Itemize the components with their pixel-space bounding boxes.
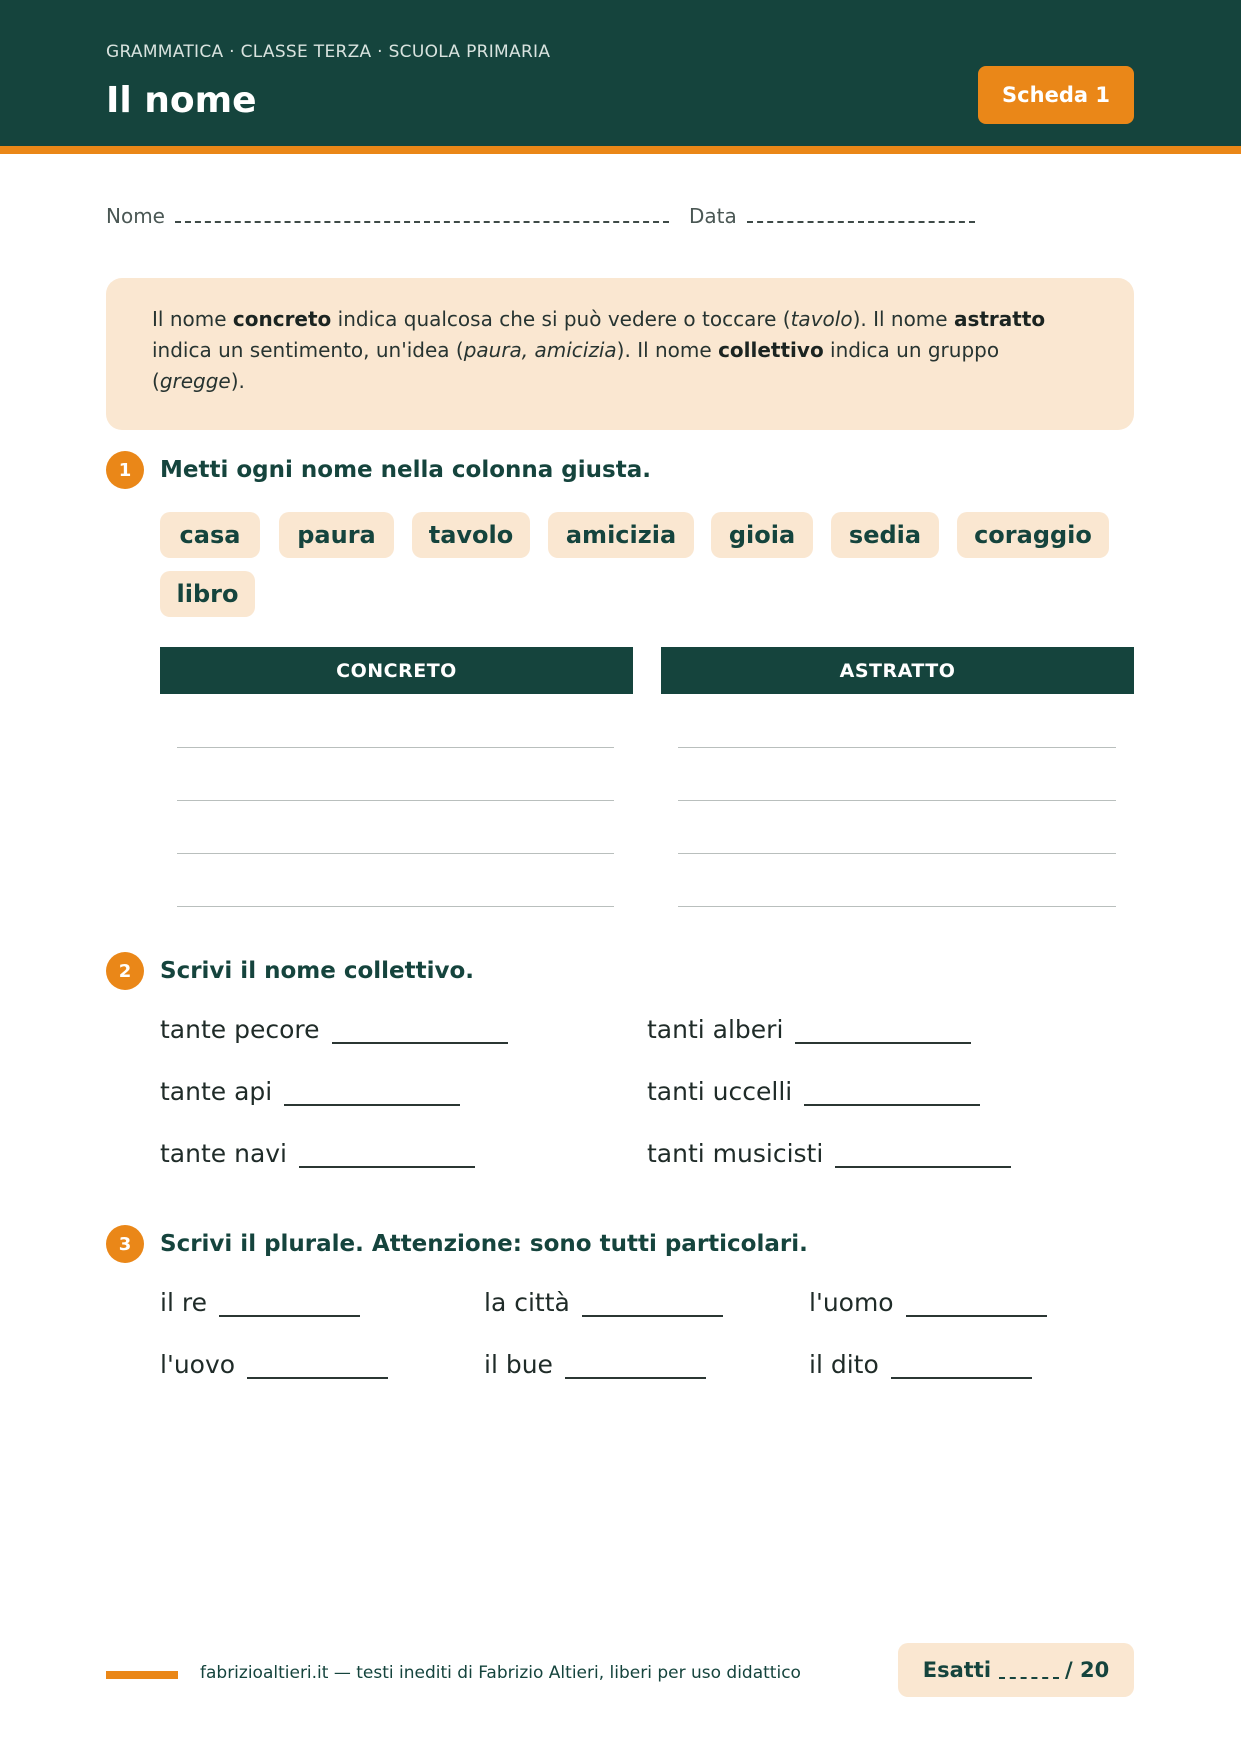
exercise-1-heading — [106, 451, 651, 489]
word-chip[interactable]: coraggio — [957, 512, 1109, 558]
answer-blank[interactable] — [906, 1291, 1047, 1317]
exercise-3-heading — [106, 1225, 808, 1263]
collective-item — [160, 1139, 475, 1168]
item-label: tanti uccelli — [647, 1077, 793, 1106]
answer-blank[interactable] — [582, 1291, 723, 1317]
answer-blank[interactable] — [565, 1353, 706, 1379]
writing-line[interactable] — [678, 853, 1116, 854]
collective-item — [647, 1077, 980, 1106]
info-text: indica un sentimento, un'idea ( — [152, 338, 464, 362]
name-blank[interactable] — [175, 203, 669, 223]
answer-blank[interactable] — [247, 1353, 388, 1379]
exercise-prompt: Scrivi il nome collettivo. — [160, 958, 475, 984]
word-chip[interactable]: libro — [160, 571, 255, 617]
item-label: tante navi — [160, 1139, 288, 1168]
info-text: ). Il nome — [852, 307, 954, 331]
collective-item — [160, 1015, 508, 1044]
date-blank[interactable] — [747, 203, 975, 223]
score-label: Esatti — [922, 1658, 992, 1682]
plural-item — [484, 1288, 723, 1317]
word-chip[interactable]: amicizia — [548, 512, 694, 558]
info-bold-concreto: concreto — [232, 307, 332, 331]
item-label: tante pecore — [160, 1015, 320, 1044]
writing-line[interactable] — [177, 853, 614, 854]
column-header-astratto: ASTRATTO — [661, 647, 1134, 694]
info-text: indica qualcosa che si può vedere o toccare ( — [331, 307, 791, 331]
collective-item — [160, 1077, 460, 1106]
word-chip[interactable]: paura — [279, 512, 394, 558]
answer-blank[interactable] — [804, 1080, 980, 1106]
header-kicker: GRAMMATICA · CLASSE TERZA · SCUOLA PRIMARIA — [106, 42, 551, 62]
exercise-number-badge: 1 — [106, 451, 144, 489]
item-label: tanti musicisti — [647, 1139, 824, 1168]
answer-blank[interactable] — [332, 1018, 508, 1044]
name-label: Nome — [106, 204, 165, 228]
exercise-prompt: Scrivi il plurale. Attenzione: sono tutti particolari. — [160, 1231, 808, 1257]
answer-blank[interactable] — [891, 1353, 1032, 1379]
plural-item — [809, 1350, 1032, 1379]
column-header-concreto: CONCRETO — [160, 647, 633, 694]
writing-line[interactable] — [177, 800, 614, 801]
item-label: l'uovo — [160, 1350, 236, 1379]
info-example-tavolo: tavolo — [790, 307, 853, 331]
answer-blank[interactable] — [299, 1142, 475, 1168]
collective-item — [647, 1139, 1011, 1168]
answer-blank[interactable] — [795, 1018, 971, 1044]
score-total: / 20 — [1065, 1658, 1110, 1682]
info-bold-astratto: astratto — [953, 307, 1046, 331]
item-label: il dito — [809, 1350, 879, 1379]
word-chip[interactable]: gioia — [711, 512, 813, 558]
item-label: il bue — [484, 1350, 553, 1379]
info-example-gregge: gregge — [159, 369, 231, 393]
collective-item — [647, 1015, 971, 1044]
name-field[interactable] — [106, 203, 669, 228]
info-text: ). — [230, 369, 245, 393]
date-label: Data — [689, 204, 737, 228]
plural-item — [160, 1288, 360, 1317]
plural-item — [484, 1350, 706, 1379]
item-label: tanti alberi — [647, 1015, 784, 1044]
info-text: ). Il nome — [616, 338, 719, 362]
item-label: l'uomo — [809, 1288, 894, 1317]
exercise-number-badge: 2 — [106, 952, 144, 990]
item-label: il re — [160, 1288, 207, 1317]
info-bold-collettivo: collettivo — [718, 338, 824, 362]
footer-accent-bar — [106, 1671, 178, 1679]
sheet-badge: Scheda 1 — [978, 66, 1134, 124]
item-label: la città — [484, 1288, 570, 1317]
score-box — [898, 1643, 1134, 1697]
writing-line[interactable] — [678, 906, 1116, 907]
word-chip[interactable]: sedia — [831, 512, 939, 558]
exercise-prompt: Metti ogni nome nella colonna giusta. — [160, 457, 651, 483]
score-blank[interactable] — [999, 1661, 1059, 1679]
page-title: Il nome — [106, 80, 257, 121]
date-field[interactable] — [689, 203, 975, 228]
footer-credit: fabrizioaltieri.it — testi inediti di Fabrizio Altieri, liberi per uso didattico — [200, 1663, 801, 1683]
writing-line[interactable] — [177, 906, 614, 907]
info-text: indica un gruppo ( — [152, 338, 1000, 393]
writing-line[interactable] — [678, 800, 1116, 801]
answer-blank[interactable] — [284, 1080, 460, 1106]
writing-line[interactable] — [177, 747, 614, 748]
info-example-paura: paura, amicizia — [463, 338, 617, 362]
writing-line[interactable] — [678, 747, 1116, 748]
item-label: tante api — [160, 1077, 273, 1106]
plural-item — [160, 1350, 388, 1379]
answer-blank[interactable] — [835, 1142, 1011, 1168]
info-text: Il nome — [152, 307, 233, 331]
word-chip[interactable]: casa — [160, 512, 260, 558]
info-box — [106, 278, 1134, 430]
exercise-number-badge: 3 — [106, 1225, 144, 1263]
plural-item — [809, 1288, 1047, 1317]
page-header — [0, 0, 1241, 154]
answer-blank[interactable] — [219, 1291, 360, 1317]
word-chip[interactable]: tavolo — [412, 512, 530, 558]
exercise-2-heading — [106, 952, 474, 990]
